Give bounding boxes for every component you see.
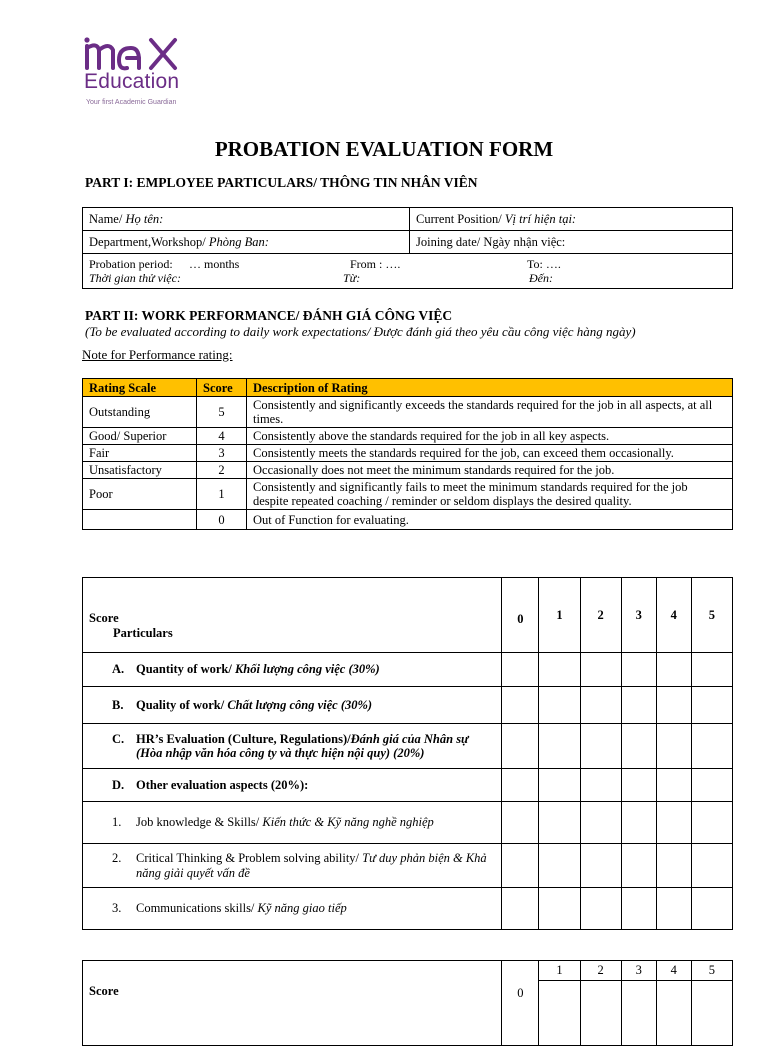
score-box[interactable]: [580, 653, 621, 687]
eval-row-a: [83, 653, 733, 687]
evaluation-table-2: [82, 960, 733, 1046]
probation-period-label: Probation period:: [89, 257, 173, 271]
score-col-0: 0: [502, 961, 539, 1046]
score-col-0: 0: [502, 578, 539, 653]
logo-tagline: Your first Academic Guardian: [86, 99, 177, 106]
name-field[interactable]: [83, 208, 410, 231]
score-box[interactable]: [502, 802, 539, 844]
score-box[interactable]: [502, 888, 539, 930]
criterion-label-vi: Kiến thức & Kỹ năng nghề nghiệp: [262, 815, 434, 829]
score-box[interactable]: [580, 769, 621, 802]
part2-heading: PART II: WORK PERFORMANCE/ ĐÁNH GIÁ CÔNG VIỆC: [85, 308, 453, 323]
probation-period-value: … months: [189, 257, 240, 271]
item-marker: 3.: [112, 901, 122, 915]
rating-scale-table: [82, 378, 733, 530]
part1-heading: PART I: EMPLOYEE PARTICULARS/ THÔNG TIN NHÂN VIÊN: [85, 175, 478, 190]
item-marker: 2.: [112, 850, 122, 865]
department-label-en: Department,Workshop/: [89, 234, 209, 249]
from-label: From : ….: [350, 257, 401, 271]
score-box[interactable]: [691, 888, 732, 930]
score-box[interactable]: [656, 802, 691, 844]
header-rating-scale: Rating Scale: [83, 379, 197, 397]
max-logo-mark: [83, 36, 197, 72]
score-box[interactable]: [580, 844, 621, 888]
eval-row-d1: [83, 802, 733, 844]
position-field[interactable]: [410, 208, 733, 231]
score-col-2: 2: [580, 578, 621, 653]
page-title: PROBATION EVALUATION FORM: [214, 137, 554, 161]
from-label-vi: Từ:: [343, 271, 361, 285]
part2-subheading: (To be evaluated according to daily work expectations/ Được đánh giá theo yêu cầu công việc hàng ngày): [85, 324, 636, 339]
criterion-label-en: Critical Thinking & Problem solving ability/: [136, 850, 363, 865]
criterion-cell: [83, 769, 502, 802]
rating-scale-cell: Good/ Superior: [83, 428, 197, 445]
table-row: [83, 428, 733, 445]
rating-scale-cell: Fair: [83, 445, 197, 462]
score-box[interactable]: [656, 687, 691, 724]
criterion-cell: [83, 844, 502, 888]
description-cell: Consistently and significantly fails to meet the minimum standards required for the job despite repeated coaching / reminder or seldom displays the desired quality.: [247, 479, 733, 510]
criterion-label-en: HR’s Evaluation (Culture, Regulations)/: [136, 732, 351, 746]
score-box[interactable]: [502, 769, 539, 802]
criterion-cell: [83, 687, 502, 724]
score-label: Score: [89, 984, 119, 998]
name-label-en: Name/: [89, 211, 126, 226]
criterion-label-vi: Tư duy phản biện & Khả năng giải quyết vấn đề: [136, 850, 487, 880]
to-label-vi: Đến:: [529, 271, 553, 285]
particulars-label: Particulars: [113, 626, 173, 640]
score-col-5: 5: [691, 961, 732, 981]
score-col-3: 3: [621, 578, 656, 653]
score-box[interactable]: [691, 802, 732, 844]
score-box[interactable]: [691, 724, 732, 769]
score-header-2: [83, 961, 502, 1046]
score-cell: 5: [197, 397, 247, 428]
position-label-en: Current Position/: [416, 211, 505, 226]
table-row: [83, 510, 733, 530]
score-box[interactable]: [621, 802, 656, 844]
score-col-4: 4: [656, 961, 691, 981]
score-box[interactable]: [580, 724, 621, 769]
position-label-vi: Vị trí hiện tại:: [504, 211, 577, 226]
rating-scale-cell: Unsatisfactory: [83, 462, 197, 479]
score-box[interactable]: [621, 653, 656, 687]
score-box[interactable]: [691, 981, 732, 1046]
score-box[interactable]: [539, 687, 580, 724]
item-marker: 1.: [112, 815, 122, 829]
score-box[interactable]: [691, 653, 732, 687]
score-box[interactable]: [539, 724, 580, 769]
header-score: Score: [197, 379, 247, 397]
table-row: [83, 462, 733, 479]
description-cell: Consistently meets the standards required for the job, can exceed them occasionally.: [247, 445, 733, 462]
eval2-header-row: [83, 961, 733, 981]
rating-scale-cell: [83, 510, 197, 530]
table-row: [83, 445, 733, 462]
criterion-label-en: Quality of work/: [136, 697, 228, 712]
score-box[interactable]: [691, 844, 732, 888]
description-cell: Consistently above the standards required for the job in all key aspects.: [247, 428, 733, 445]
criterion-label-vi: Chất lượng công việc (30%): [227, 697, 373, 712]
criterion-cell: [83, 888, 502, 930]
description-cell: Consistently and significantly exceeds the standards required for the job in all aspects, at all times.: [247, 397, 733, 428]
criterion-label-en: Job knowledge & Skills/: [136, 815, 263, 829]
score-box[interactable]: [621, 888, 656, 930]
eval-row-b: [83, 687, 733, 724]
score-box[interactable]: [539, 981, 580, 1046]
score-box[interactable]: [580, 888, 621, 930]
joining-date-label: Joining date/ Ngày nhận việc:: [416, 234, 566, 249]
score-box[interactable]: [539, 888, 580, 930]
score-box[interactable]: [656, 844, 691, 888]
score-box[interactable]: [502, 687, 539, 724]
score-box[interactable]: [621, 844, 656, 888]
score-col-1: 1: [539, 961, 580, 981]
score-box[interactable]: [539, 802, 580, 844]
score-box[interactable]: [621, 769, 656, 802]
score-box[interactable]: [580, 802, 621, 844]
eval-row-d2: [83, 844, 733, 888]
description-cell: Out of Function for evaluating.: [247, 510, 733, 530]
score-box[interactable]: [691, 769, 732, 802]
criterion-label-en: Other evaluation aspects (20%):: [136, 777, 309, 792]
score-box[interactable]: [502, 724, 539, 769]
eval-row-d: [83, 769, 733, 802]
score-box[interactable]: [539, 844, 580, 888]
rating-scale-cell: Poor: [83, 479, 197, 510]
score-box[interactable]: [580, 981, 621, 1046]
department-field[interactable]: [83, 231, 410, 254]
score-cell: 4: [197, 428, 247, 445]
criterion-label-vi: Kỹ năng giao tiếp: [257, 901, 347, 915]
description-cell: Occasionally does not meet the minimum standards required for the job.: [247, 462, 733, 479]
eval-row-c: [83, 724, 733, 769]
header-description: Description of Rating: [247, 379, 733, 397]
logo-wordmark: Education: [84, 70, 180, 93]
rating-scale-cell: Outstanding: [83, 397, 197, 428]
score-col-1: 1: [539, 578, 580, 653]
score-cell: 0: [197, 510, 247, 530]
criterion-label-en: Communications skills/: [136, 901, 258, 915]
table-row: [83, 479, 733, 510]
score-box[interactable]: [656, 724, 691, 769]
score-cell: 3: [197, 445, 247, 462]
score-box[interactable]: [656, 888, 691, 930]
score-cell: 1: [197, 479, 247, 510]
department-label-vi: Phòng Ban:: [208, 234, 269, 249]
criterion-cell: [83, 724, 502, 769]
score-box[interactable]: [621, 724, 656, 769]
eval-row-d3: [83, 888, 733, 930]
item-marker: B.: [112, 697, 124, 712]
score-box[interactable]: [656, 653, 691, 687]
score-box[interactable]: [621, 981, 656, 1046]
criterion-label-vi: Đánh giá của Nhân sự (Hòa nhập văn hóa công ty và thực hiện nội quy) (20%): [136, 732, 469, 760]
score-box[interactable]: [621, 687, 656, 724]
score-box[interactable]: [580, 687, 621, 724]
item-marker: A.: [112, 662, 125, 676]
score-box[interactable]: [656, 981, 691, 1046]
item-marker: C.: [112, 732, 125, 746]
score-box[interactable]: [691, 687, 732, 724]
score-col-5: 5: [691, 578, 732, 653]
criterion-label-en: Quantity of work/: [136, 662, 235, 676]
evaluation-table: [82, 577, 733, 930]
criterion-label-vi: Khối lượng công việc (30%): [234, 662, 380, 676]
criterion-cell: [83, 653, 502, 687]
score-box[interactable]: [502, 653, 539, 687]
max-education-logo: [83, 36, 223, 114]
joining-date-field[interactable]: [410, 231, 733, 254]
probation-period-field[interactable]: [83, 254, 733, 289]
score-col-2: 2: [580, 961, 621, 981]
score-box[interactable]: [539, 653, 580, 687]
score-col-3: 3: [621, 961, 656, 981]
probation-period-label-vi: Thời gian thử việc:: [89, 271, 181, 285]
score-cell: 2: [197, 462, 247, 479]
to-label: To: ….: [527, 257, 561, 271]
score-box[interactable]: [539, 769, 580, 802]
score-col-4: 4: [656, 578, 691, 653]
score-label: Score: [89, 611, 119, 625]
table-header-row: [83, 379, 733, 397]
table-row: [83, 397, 733, 428]
criterion-cell: [83, 802, 502, 844]
employee-info-table: [82, 207, 733, 289]
item-marker: D.: [112, 777, 125, 792]
score-particulars-header: [83, 578, 502, 653]
eval-header-row: [83, 578, 733, 653]
score-box[interactable]: [656, 769, 691, 802]
score-box[interactable]: [502, 844, 539, 888]
name-label-vi: Họ tên:: [125, 211, 164, 226]
rating-note: Note for Performance rating:: [82, 347, 233, 362]
